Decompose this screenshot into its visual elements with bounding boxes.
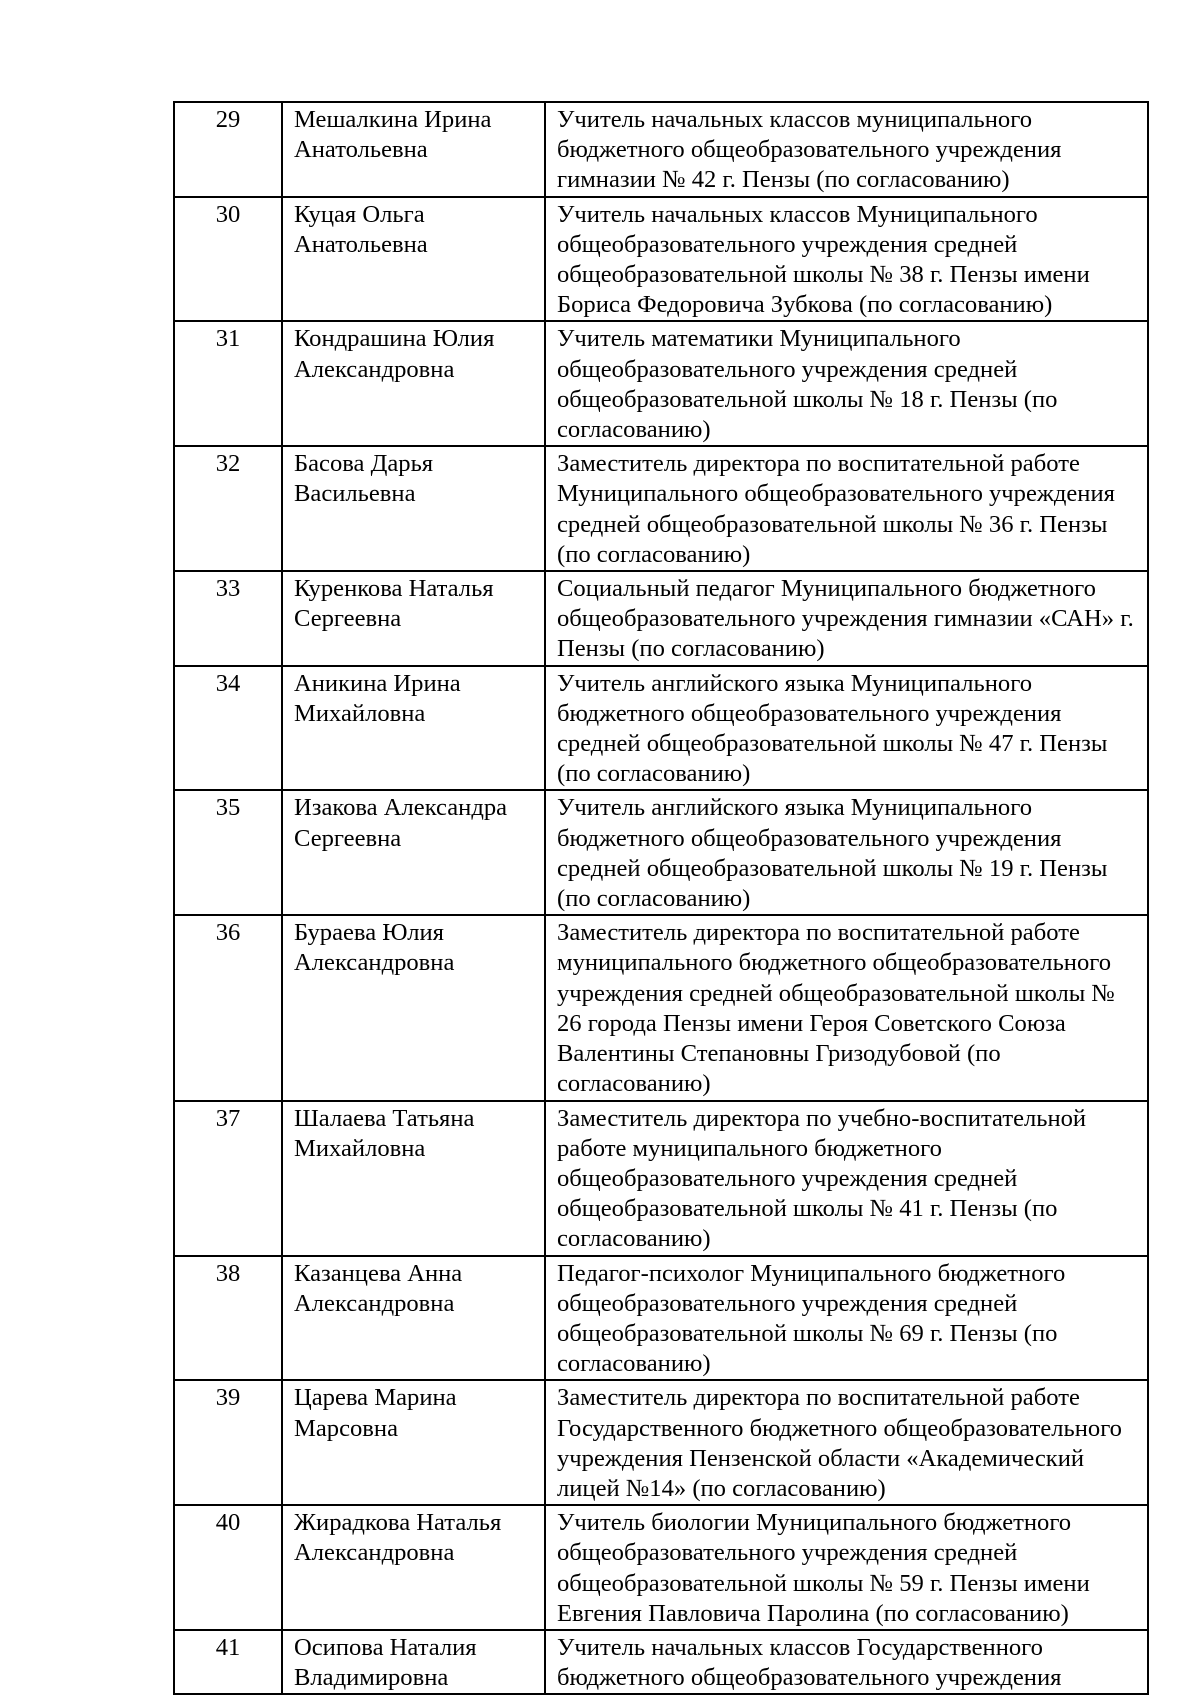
member-name: Шалаева Татьяна Михайловна — [282, 1101, 545, 1256]
member-position: Заместитель директора по учебно-воспитательной работе муниципального бюджетного общеобразовательного учреждения средней общеобразовательной школы № 41 г. Пензы (по согласованию) — [545, 1101, 1148, 1256]
member-position: Учитель начальных классов Муниципального общеобразовательного учреждения средней общеобразовательной школы № 38 г. Пензы имени Бориса Федоровича Зубкова (по согласованию) — [545, 197, 1148, 322]
member-name: Басова Дарья Васильевна — [282, 446, 545, 571]
member-name: Бураева Юлия Александровна — [282, 915, 545, 1100]
member-position: Заместитель директора по воспитательной работе муниципального бюджетного общеобразовательного учреждения средней общеобразовательной школы № 26 города Пензы имени Героя Советского Союза Валентины Степановны Гризодубовой (по согласованию) — [545, 915, 1148, 1100]
row-number: 38 — [174, 1256, 282, 1381]
member-name: Осипова Наталия Владимировна — [282, 1630, 545, 1694]
table-row — [174, 571, 1148, 666]
member-name: Царева Марина Марсовна — [282, 1380, 545, 1505]
member-name: Аникина Ирина Михайловна — [282, 666, 545, 791]
table-row — [174, 1380, 1148, 1505]
row-number: 37 — [174, 1101, 282, 1256]
member-table-body — [174, 102, 1148, 1694]
member-position: Учитель биологии Муниципального бюджетного общеобразовательного учреждения средней общеобразовательной школы № 59 г. Пензы имени Евгения Павловича Паролина (по согласованию) — [545, 1505, 1148, 1630]
member-position: Учитель математики Муниципального общеобразовательного учреждения средней общеобразовательной школы № 18 г. Пензы (по согласованию) — [545, 321, 1148, 446]
row-number: 40 — [174, 1505, 282, 1630]
row-number: 32 — [174, 446, 282, 571]
table-row — [174, 915, 1148, 1100]
table-row — [174, 1101, 1148, 1256]
row-number: 36 — [174, 915, 282, 1100]
table-row — [174, 1256, 1148, 1381]
member-position: Педагог-психолог Муниципального бюджетного общеобразовательного учреждения средней общеобразовательной школы № 69 г. Пензы (по согласованию) — [545, 1256, 1148, 1381]
table-row — [174, 197, 1148, 322]
member-position: Социальный педагог Муниципального бюджетного общеобразовательного учреждения гимназии «САН» г. Пензы (по согласованию) — [545, 571, 1148, 666]
member-name: Казанцева Анна Александровна — [282, 1256, 545, 1381]
row-number: 31 — [174, 321, 282, 446]
table-row — [174, 446, 1148, 571]
member-name: Жирадкова Наталья Александровна — [282, 1505, 545, 1630]
row-number: 30 — [174, 197, 282, 322]
member-name: Куцая Ольга Анатольевна — [282, 197, 545, 322]
member-position: Учитель начальных классов Государственного бюджетного общеобразовательного учреждения — [545, 1630, 1148, 1694]
member-name: Мешалкина Ирина Анатольевна — [282, 102, 545, 197]
member-position: Заместитель директора по воспитательной работе Государственного бюджетного общеобразовательного учреждения Пензенской области «Академический лицей №14» (по согласованию) — [545, 1380, 1148, 1505]
row-number: 35 — [174, 790, 282, 915]
member-table — [173, 101, 1149, 1695]
member-name: Куренкова Наталья Сергеевна — [282, 571, 545, 666]
table-row — [174, 666, 1148, 791]
member-position: Учитель английского языка Муниципального бюджетного общеобразовательного учреждения средней общеобразовательной школы № 47 г. Пензы (по согласованию) — [545, 666, 1148, 791]
row-number: 29 — [174, 102, 282, 197]
member-name: Изакова Александра Сергеевна — [282, 790, 545, 915]
row-number: 41 — [174, 1630, 282, 1694]
table-row — [174, 790, 1148, 915]
row-number: 39 — [174, 1380, 282, 1505]
row-number: 33 — [174, 571, 282, 666]
member-position: Заместитель директора по воспитательной работе Муниципального общеобразовательного учреждения средней общеобразовательной школы № 36 г. Пензы (по согласованию) — [545, 446, 1148, 571]
table-row — [174, 1505, 1148, 1630]
member-name: Кондрашина Юлия Александровна — [282, 321, 545, 446]
member-position: Учитель английского языка Муниципального бюджетного общеобразовательного учреждения средней общеобразовательной школы № 19 г. Пензы (по согласованию) — [545, 790, 1148, 915]
table-row — [174, 102, 1148, 197]
table-row — [174, 1630, 1148, 1694]
row-number: 34 — [174, 666, 282, 791]
member-position: Учитель начальных классов муниципального бюджетного общеобразовательного учреждения гимназии № 42 г. Пензы (по согласованию) — [545, 102, 1148, 197]
table-row — [174, 321, 1148, 446]
